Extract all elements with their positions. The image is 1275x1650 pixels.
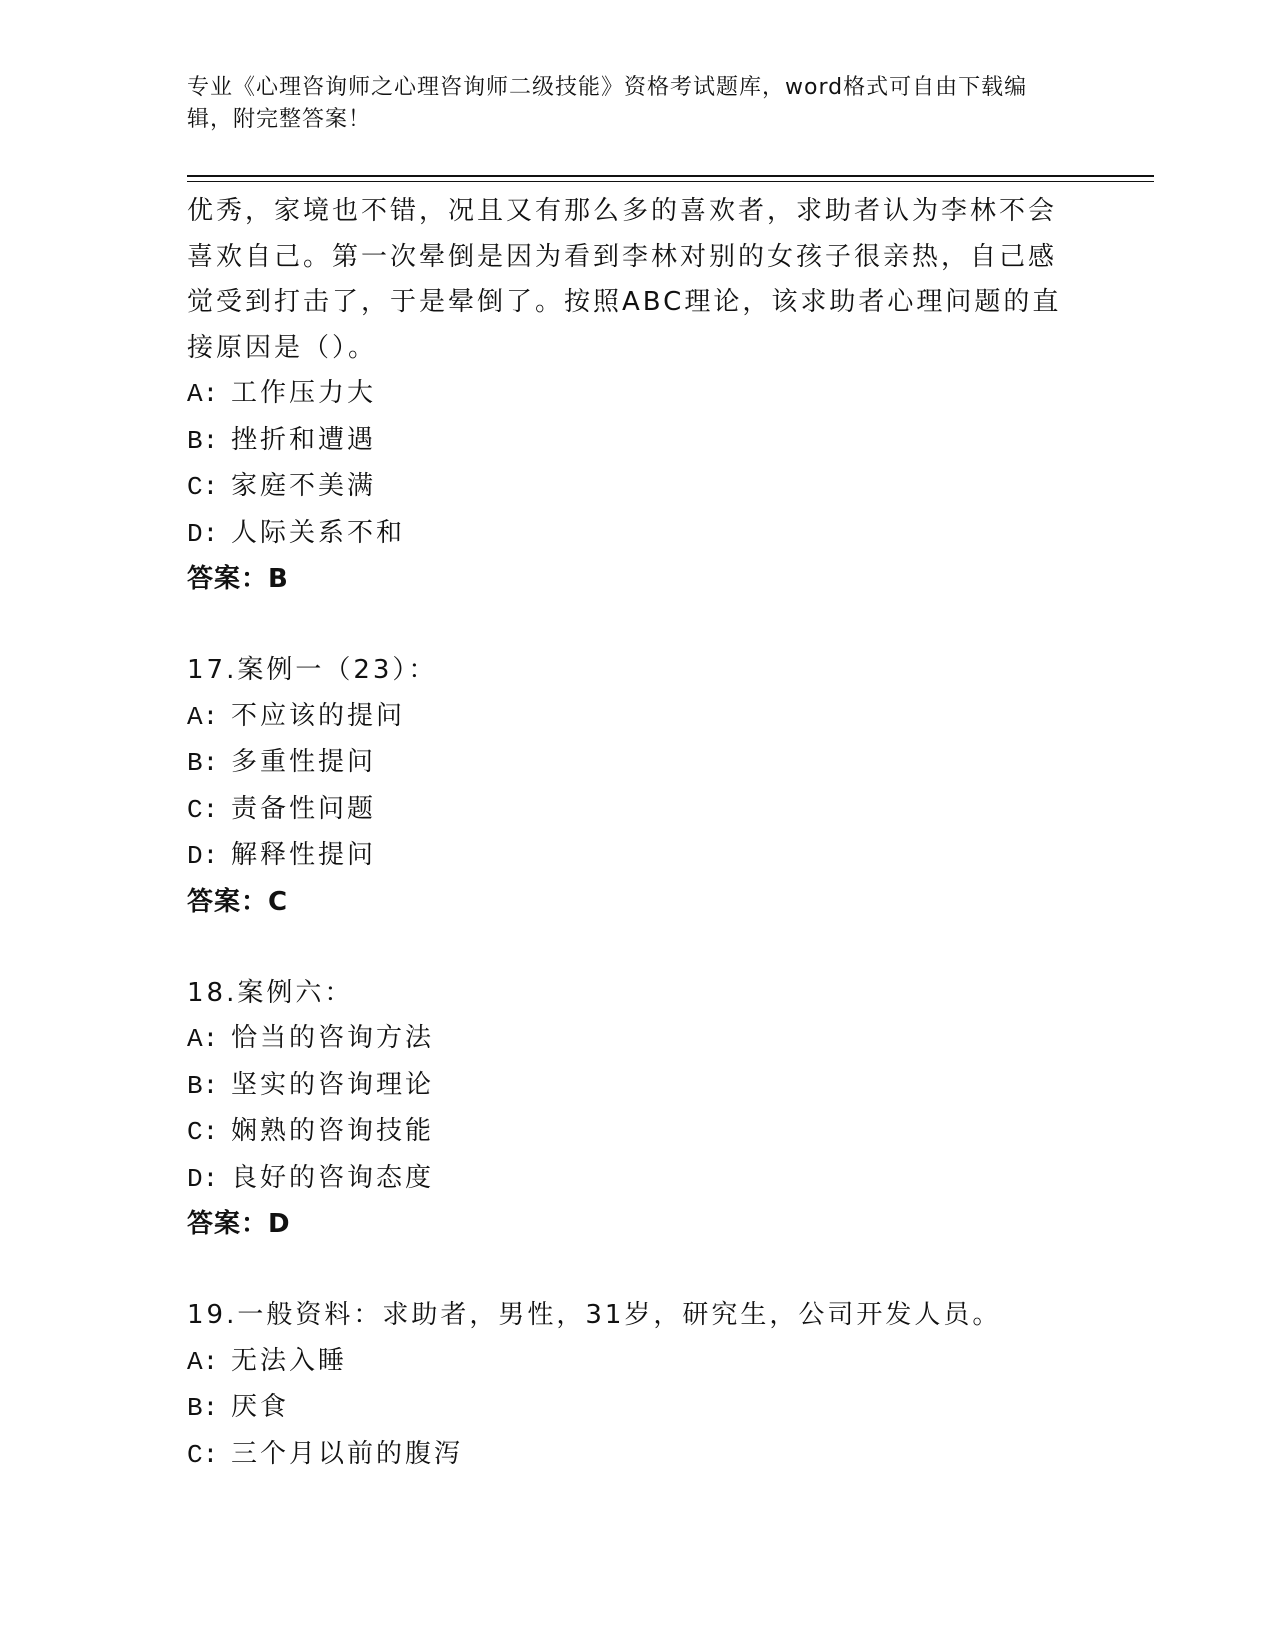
option-letter: A: (187, 1024, 219, 1054)
option-text: 解释性提问 (231, 840, 377, 870)
option-letter: A: (187, 379, 219, 409)
option-letter: C: (187, 1117, 219, 1147)
option-text: 多重性提问 (231, 747, 377, 777)
option-b (187, 740, 1067, 787)
option-text: 家庭不美满 (231, 471, 377, 501)
option-d (187, 833, 1067, 880)
option-letter: C: (187, 794, 219, 825)
header-title: 专业《心理咨询师之心理咨询师二级技能》资格考试题库，word格式可自由下载编辑，附完整答案！ (187, 75, 1028, 132)
option-c (187, 1432, 1067, 1479)
option-c (187, 464, 1067, 511)
option-a (187, 694, 1067, 741)
answer: 答案：D (187, 1209, 291, 1239)
option-letter: B: (187, 748, 219, 778)
option-b (187, 1385, 1067, 1432)
question-stem-line: 喜欢自己。第一次晕倒是因为看到李林对别的女孩子很亲热，自己感 (187, 241, 1058, 272)
spacer (187, 925, 1067, 971)
question-stem-line: 优秀，家境也不错，况且又有那么多的喜欢者，求助者认为李林不会 (187, 196, 1058, 226)
option-text: 良好的咨询态度 (231, 1162, 435, 1193)
option-letter: A: (187, 1346, 219, 1377)
option-text: 厌食 (231, 1392, 290, 1422)
option-letter: C: (187, 472, 219, 502)
spacer (187, 603, 1067, 649)
document-header (187, 72, 1067, 136)
option-c (187, 787, 1067, 834)
option-text: 无法入睡 (231, 1345, 348, 1376)
question-19 (187, 1293, 1067, 1478)
option-letter: D: (187, 1163, 219, 1194)
option-letter: B: (187, 1393, 219, 1423)
answer: 答案：C (187, 886, 289, 917)
header-divider-thick (187, 175, 1154, 177)
option-letter: C: (187, 1439, 219, 1470)
option-letter: D: (187, 841, 219, 871)
option-text: 三个月以前的腹泻 (231, 1438, 464, 1469)
option-d (187, 511, 1067, 558)
header-divider-thin (187, 181, 1154, 182)
question-18 (187, 971, 1067, 1248)
option-letter: B: (187, 425, 219, 456)
question-stem: 19.一般资料：求助者，男性，31岁，研究生，公司开发人员。 (187, 1300, 1002, 1330)
option-letter: A: (187, 701, 219, 732)
option-text: 不应该的提问 (231, 700, 406, 731)
option-a (187, 1339, 1067, 1386)
option-letter: B: (187, 1070, 219, 1101)
option-b (187, 418, 1067, 465)
option-c (187, 1109, 1067, 1156)
option-a (187, 371, 1067, 418)
option-text: 娴熟的咨询技能 (231, 1116, 435, 1146)
option-text: 责备性问题 (231, 793, 377, 824)
option-text: 恰当的咨询方法 (231, 1023, 435, 1053)
question-stem: 18.案例六： (187, 977, 354, 1008)
spacer (187, 1248, 1067, 1294)
option-d (187, 1156, 1067, 1203)
question-16 (187, 189, 1067, 603)
option-a (187, 1016, 1067, 1063)
option-letter: D: (187, 518, 219, 549)
option-text: 挫折和遭遇 (231, 424, 377, 455)
question-content (187, 189, 1067, 1478)
option-text: 人际关系不和 (231, 517, 406, 548)
option-text: 工作压力大 (231, 378, 377, 408)
question-17 (187, 648, 1067, 925)
answer: 答案：B (187, 564, 289, 594)
option-b (187, 1063, 1067, 1110)
option-text: 坚实的咨询理论 (231, 1069, 435, 1100)
question-stem: 17.案例一（23）： (187, 655, 438, 685)
question-stem-line: 觉受到打击了，于是晕倒了。按照ABC理论，该求助者心理问题的直 (187, 287, 1062, 317)
question-stem-line: 接原因是（）。 (187, 332, 378, 363)
